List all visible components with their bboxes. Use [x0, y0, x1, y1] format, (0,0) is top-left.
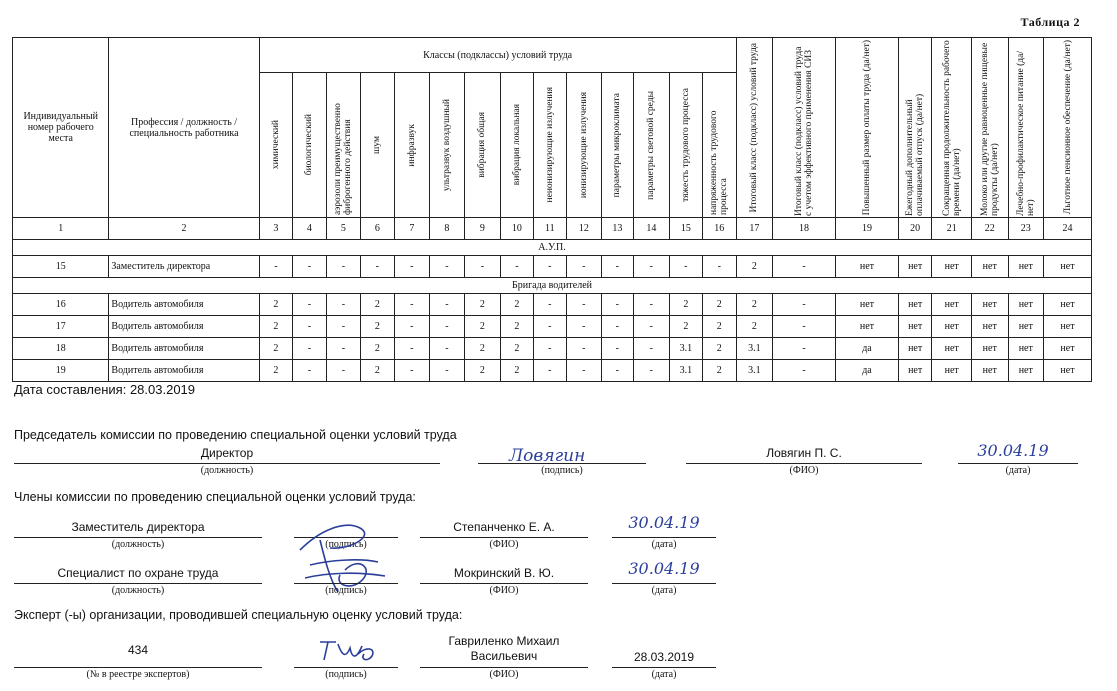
chairman-signature-caption: (подпись)	[541, 465, 583, 476]
table-cell: -	[533, 316, 566, 338]
table-cell: нет	[932, 294, 972, 316]
table-cell: 2	[736, 316, 773, 338]
position-cell: Водитель автомобиля	[109, 316, 259, 338]
table-cell: 2	[361, 316, 394, 338]
column-number: 1	[13, 218, 109, 240]
table-cell: нет	[898, 256, 931, 278]
header-therapeutic-food: Лечебно-профилактическое питание (да/нет)	[1008, 38, 1044, 218]
table-cell: -	[361, 256, 394, 278]
member-1-date-handwritten: 30.04.19	[628, 513, 700, 532]
column-number: 21	[932, 218, 972, 240]
column-number: 11	[533, 218, 566, 240]
table-cell: нет	[1008, 338, 1044, 360]
table-cell: 2	[259, 294, 292, 316]
chairman-date-caption: (дата)	[1005, 465, 1031, 476]
table-row	[13, 360, 1092, 382]
table-row	[13, 316, 1092, 338]
table-cell: -	[326, 360, 361, 382]
header-factor-general-vibration: вибрация общая	[464, 73, 501, 218]
table-cell: -	[567, 316, 602, 338]
section-title: Бригада водителей	[13, 278, 1092, 294]
members-heading: Члены комиссии по проведению специальной оценки условий труда:	[14, 490, 416, 504]
header-profession: Профессия / должность / специальность работника	[109, 38, 259, 218]
table-cell: 2	[259, 338, 292, 360]
workplace-number-cell: 18	[13, 338, 109, 360]
table-cell: -	[326, 256, 361, 278]
column-number: 7	[394, 218, 430, 240]
table-cell: нет	[971, 338, 1008, 360]
member-1-position: Заместитель директора	[71, 520, 205, 534]
table-cell: -	[773, 294, 836, 316]
table-cell: нет	[1008, 294, 1044, 316]
table-cell: -	[533, 338, 566, 360]
table-cell: -	[533, 256, 566, 278]
member-2-position: Специалист по охране труда	[57, 566, 219, 580]
table-cell: -	[533, 360, 566, 382]
table-cell: 2	[669, 294, 702, 316]
table-cell: 2	[361, 360, 394, 382]
header-extra-leave: Ежегодный дополнительный оплачиваемый отпуск (да/нет)	[898, 38, 931, 218]
header-factor-ultrasound: ультразвук воздушный	[430, 73, 465, 218]
table-cell: 2	[669, 316, 702, 338]
column-number: 24	[1044, 218, 1092, 240]
table-cell: нет	[836, 294, 899, 316]
table-cell: да	[836, 360, 899, 382]
table-cell: нет	[971, 360, 1008, 382]
member-1-date-caption: (дата)	[651, 539, 677, 550]
table-cell: нет	[898, 294, 931, 316]
table-cell: нет	[898, 316, 931, 338]
svg-text:Ловягин: Ловягин	[509, 446, 586, 466]
table-cell: нет	[1044, 338, 1092, 360]
expert-name-line1: Гавриленко Михаил	[448, 634, 560, 648]
table-cell: -	[773, 316, 836, 338]
expert-date-caption: (дата)	[651, 669, 677, 680]
position-cell: Заместитель директора	[109, 256, 259, 278]
table-cell: -	[601, 338, 633, 360]
table-cell: -	[634, 360, 670, 382]
column-number: 22	[971, 218, 1008, 240]
table-cell: 2	[736, 256, 773, 278]
table-cell: нет	[1044, 360, 1092, 382]
table-cell: -	[326, 316, 361, 338]
section-row	[13, 278, 1092, 294]
header-factor-ionizing: ионизирующие излучения	[567, 73, 602, 218]
section-title: А.У.П.	[13, 240, 1092, 256]
table-cell: -	[601, 256, 633, 278]
table-cell: -	[394, 294, 430, 316]
column-number: 16	[703, 218, 736, 240]
table-cell: -	[773, 338, 836, 360]
chairman-fio-caption: (ФИО)	[789, 465, 819, 476]
table-cell: да	[836, 338, 899, 360]
header-factor-noise: шум	[361, 73, 394, 218]
table-cell: 2	[464, 338, 501, 360]
expert-fio-caption: (ФИО)	[489, 669, 519, 680]
table-cell: 2	[501, 294, 533, 316]
header-factor-local-vibration: вибрация локальная	[501, 73, 533, 218]
column-numbers-row	[13, 218, 1092, 240]
table-cell: нет	[1044, 316, 1092, 338]
table-cell: -	[293, 338, 326, 360]
table-cell: нет	[932, 338, 972, 360]
table-cell: -	[259, 256, 292, 278]
table-cell: нет	[932, 316, 972, 338]
position-cell: Водитель автомобиля	[109, 294, 259, 316]
table-cell: -	[601, 316, 633, 338]
member-1-name: Степанченко Е. А.	[453, 520, 555, 534]
table-cell: -	[773, 360, 836, 382]
table-cell: -	[464, 256, 501, 278]
workplace-number-cell: 16	[13, 294, 109, 316]
expert-signature-caption: (подпись)	[325, 669, 367, 680]
header-reduced-time: Сокращенная продолжительность рабочего времени (да/нет)	[932, 38, 972, 218]
expert-signature	[316, 636, 382, 664]
table-cell: -	[394, 256, 430, 278]
column-number: 17	[736, 218, 773, 240]
table-cell: -	[567, 338, 602, 360]
column-number: 18	[773, 218, 836, 240]
table-cell: 2	[703, 316, 736, 338]
table-cell: -	[430, 338, 465, 360]
table-cell: -	[601, 360, 633, 382]
table-cell: нет	[932, 360, 972, 382]
column-number: 3	[259, 218, 292, 240]
header-classes-group: Классы (подклассы) условий труда	[259, 38, 736, 73]
table-cell: -	[567, 294, 602, 316]
header-factor-nonionizing: неионизирующие излучения	[533, 73, 566, 218]
table-cell: нет	[898, 360, 931, 382]
column-number: 13	[601, 218, 633, 240]
header-workplace-no: Индивидуальный номер рабочего места	[13, 38, 109, 218]
table-cell: нет	[971, 256, 1008, 278]
table-cell: -	[430, 316, 465, 338]
header-final-class-siz: Итоговый класс (подкласс) условий труда с учетом эффективного применения СИЗ	[773, 38, 836, 218]
table-cell: нет	[932, 256, 972, 278]
table-row	[13, 256, 1092, 278]
table-cell: 2	[464, 360, 501, 382]
expert-registry-caption: (№ в реестре экспертов)	[86, 669, 190, 680]
header-pension: Льготное пенсионное обеспечение (да/нет)	[1044, 38, 1092, 218]
table-cell: 2	[464, 316, 501, 338]
header-final-class: Итоговый класс (подкласс) условий труда	[736, 38, 773, 218]
header-factor-biological: биологический	[293, 73, 326, 218]
column-number: 20	[898, 218, 931, 240]
working-conditions-table	[12, 37, 1092, 382]
table-cell: 2	[501, 360, 533, 382]
expert-heading: Эксперт (-ы) организации, проводившей специальную оценку условий труда:	[14, 608, 463, 622]
header-factor-lighting: параметры световой среды	[634, 73, 670, 218]
header-factor-chemical: химический	[259, 73, 292, 218]
member-2-fio-caption: (ФИО)	[489, 585, 519, 596]
table-cell: нет	[1008, 316, 1044, 338]
table-cell: 2	[703, 360, 736, 382]
column-number: 15	[669, 218, 702, 240]
member-2-position-caption: (должность)	[111, 585, 165, 596]
table-cell: 2	[736, 294, 773, 316]
workplace-number-cell: 17	[13, 316, 109, 338]
table-cell: 2	[501, 316, 533, 338]
chairman-position-caption: (должность)	[200, 465, 254, 476]
table-cell: 3.1	[736, 360, 773, 382]
column-number: 6	[361, 218, 394, 240]
table-cell: -	[669, 256, 702, 278]
header-factor-labor-severity: тяжесть трудового процесса	[669, 73, 702, 218]
table-cell: 2	[501, 338, 533, 360]
table-cell: -	[430, 360, 465, 382]
column-number: 19	[836, 218, 899, 240]
column-number: 12	[567, 218, 602, 240]
table-cell: -	[634, 316, 670, 338]
chairman-position: Директор	[200, 446, 254, 460]
table-cell: -	[567, 360, 602, 382]
expert-name-line2: Васильевич	[470, 649, 538, 663]
table-cell: нет	[1044, 294, 1092, 316]
table-cell: -	[634, 256, 670, 278]
table-cell: -	[293, 360, 326, 382]
table-cell: нет	[1044, 256, 1092, 278]
table-cell: 2	[361, 294, 394, 316]
member-2-date-caption: (дата)	[651, 585, 677, 596]
table-cell: нет	[971, 316, 1008, 338]
table-cell: 2	[703, 294, 736, 316]
column-number: 9	[464, 218, 501, 240]
table-cell: нет	[1008, 360, 1044, 382]
table-cell: нет	[971, 294, 1008, 316]
table-cell: 2	[464, 294, 501, 316]
chairman-name: Ловягин П. С.	[766, 446, 842, 460]
table-cell: -	[326, 294, 361, 316]
table-row	[13, 338, 1092, 360]
position-cell: Водитель автомобиля	[109, 360, 259, 382]
table-cell: нет	[836, 256, 899, 278]
header-factor-labor-intensity: напряженность трудового процесса	[703, 73, 736, 218]
table-cell: -	[634, 338, 670, 360]
expert-registry-no: 434	[127, 643, 149, 657]
member-2-date-handwritten: 30.04.19	[628, 559, 700, 578]
table-cell: -	[601, 294, 633, 316]
table-cell: 3.1	[669, 338, 702, 360]
table-cell: -	[293, 256, 326, 278]
header-factor-microclimate: параметры микроклимата	[601, 73, 633, 218]
chairman-date-handwritten: 30.04.19	[977, 441, 1049, 460]
member-2-name: Мокринский В. Ю.	[453, 566, 555, 580]
member-1-fio-caption: (ФИО)	[489, 539, 519, 550]
header-factor-aerosols: аэрозоли преимущественно фиброгенного действия	[326, 73, 361, 218]
table-cell: -	[634, 294, 670, 316]
table-cell: -	[703, 256, 736, 278]
table-cell: 3.1	[736, 338, 773, 360]
member-1-position-caption: (должность)	[111, 539, 165, 550]
table-cell: -	[430, 294, 465, 316]
table-cell: -	[567, 256, 602, 278]
table-cell: 2	[361, 338, 394, 360]
table-cell: -	[394, 316, 430, 338]
table-cell: нет	[898, 338, 931, 360]
table-cell: -	[293, 294, 326, 316]
expert-date: 28.03.2019	[633, 650, 695, 664]
table-cell: -	[501, 256, 533, 278]
table-cell: -	[394, 360, 430, 382]
date-compiled: Дата составления: 28.03.2019	[14, 382, 196, 397]
member-2-signature-caption: (подпись)	[325, 585, 367, 596]
table-cell: 2	[703, 338, 736, 360]
table-cell: -	[293, 316, 326, 338]
table-cell: -	[430, 256, 465, 278]
column-number: 14	[634, 218, 670, 240]
header-milk: Молоко или другие равноценные пищевые продукты (да/нет)	[971, 38, 1008, 218]
workplace-number-cell: 19	[13, 360, 109, 382]
member-1-signature-caption: (подпись)	[325, 539, 367, 550]
position-cell: Водитель автомобиля	[109, 338, 259, 360]
column-number: 23	[1008, 218, 1044, 240]
column-number: 5	[326, 218, 361, 240]
table-body	[13, 218, 1092, 382]
table-cell: -	[394, 338, 430, 360]
table-label: Таблица 2	[1020, 15, 1080, 29]
chairman-heading: Председатель комиссии по проведению специальной оценки условий труда	[14, 428, 457, 442]
header-higher-pay: Повышенный размер оплаты труда (да/нет)	[836, 38, 899, 218]
column-number: 10	[501, 218, 533, 240]
table-cell: нет	[836, 316, 899, 338]
column-number: 2	[109, 218, 259, 240]
table-row	[13, 294, 1092, 316]
column-number: 8	[430, 218, 465, 240]
table-cell: -	[773, 256, 836, 278]
table-cell: 2	[259, 360, 292, 382]
table-cell: -	[533, 294, 566, 316]
workplace-number-cell: 15	[13, 256, 109, 278]
column-number: 4	[293, 218, 326, 240]
section-row	[13, 240, 1092, 256]
table-cell: 3.1	[669, 360, 702, 382]
table-cell: 2	[259, 316, 292, 338]
table-cell: -	[326, 338, 361, 360]
table-cell: нет	[1008, 256, 1044, 278]
header-factor-infrasound: инфразвук	[394, 73, 430, 218]
